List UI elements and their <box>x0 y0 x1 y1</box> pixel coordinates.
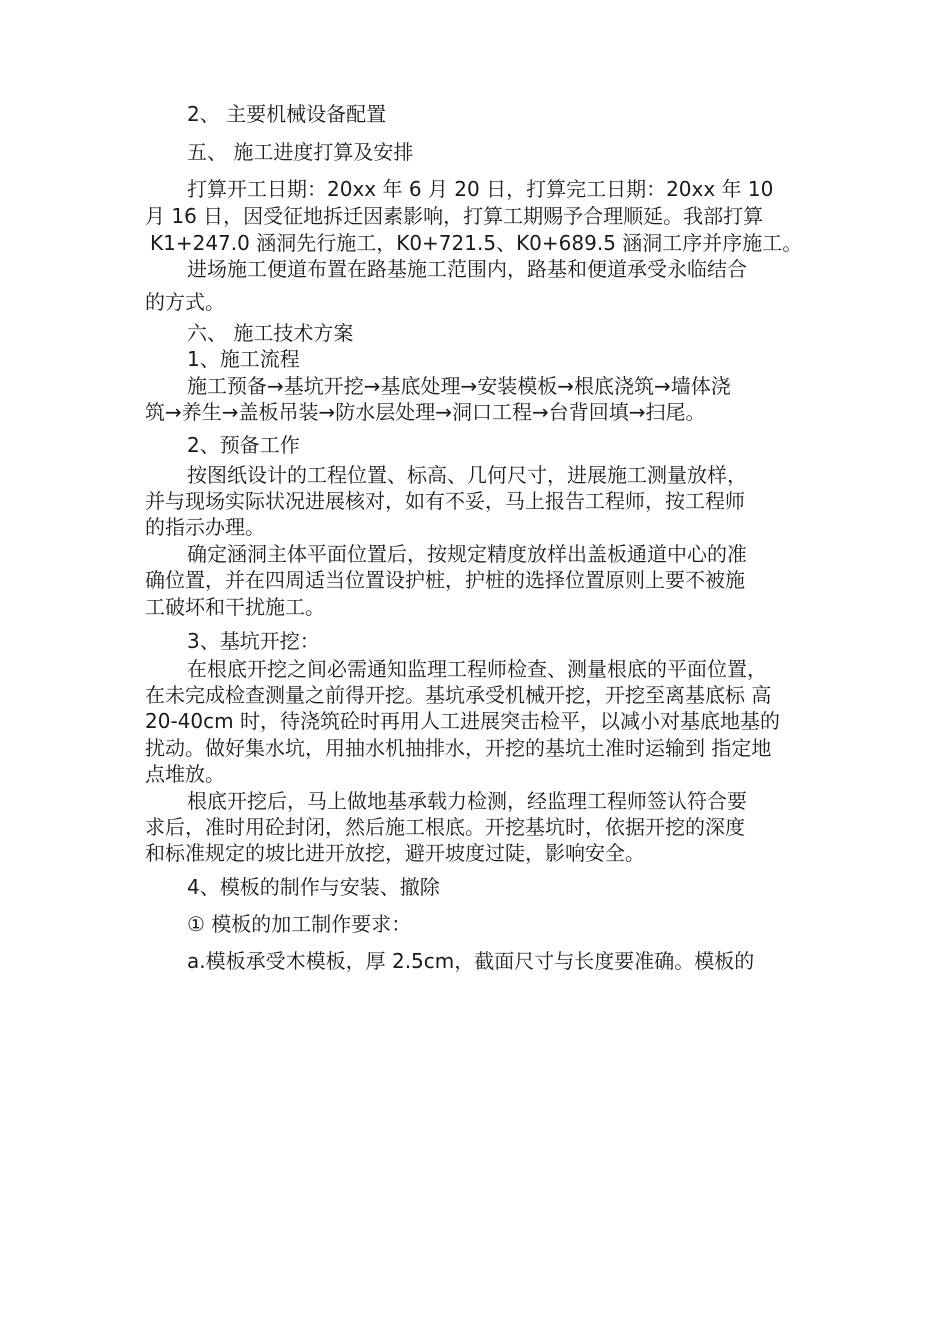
paragraph-line: K1+247.0 涵洞先行施工，K0+721.5、K0+689.5 涵洞工序并序施工。 <box>150 231 803 255</box>
heading-schedule: 五、 施工进度打算及安排 <box>187 140 414 164</box>
heading-machinery: 2、 主要机械设备配置 <box>187 102 387 126</box>
paragraph-line: 筑→养生→盖板吊装→防水层处理→洞口工程→台背回填→扫尾。 <box>145 400 706 424</box>
paragraph-line: 并与现场实际状况进展核对，如有不妥，马上报告工程师，按工程师 <box>145 489 745 513</box>
paragraph-line: 根底开挖后，马上做地基承载力检测，经监理工程师签认符合要 <box>187 789 747 813</box>
paragraph-line: 打算开工日期：20xx 年 6 月 20 日，打算完工日期：20xx 年 10 <box>187 177 774 201</box>
heading-formwork: 4、模板的制作与安装、撤除 <box>187 875 440 899</box>
paragraph-line: 求后，准时用砼封闭，然后施工根底。开挖基坑时，依据开挖的深度 <box>145 815 745 839</box>
paragraph-line: 扰动。做好集水坑，用抽水机抽排水，开挖的基坑土准时运输到 指定地 <box>145 736 772 760</box>
paragraph-line: 20-40cm 时，待浇筑砼时再用人工进展突击检平，以减小对基底地基的 <box>145 709 780 733</box>
paragraph-line: 在未完成检查测量之前得开挖。基坑承受机械开挖，开挖至离基底标 高 <box>145 683 772 707</box>
paragraph-line: 在根底开挖之间必需通知监理工程师检查、测量根底的平面位置， <box>187 657 767 681</box>
paragraph-line: 确定涵洞主体平面位置后，按规定精度放样出盖板通道中心的准 <box>187 542 747 566</box>
paragraph-line: 进场施工便道布置在路基施工范围内，路基和便道承受永临结合 <box>187 257 747 281</box>
heading-process: 1、施工流程 <box>187 347 300 371</box>
heading-excavation: 3、基坑开挖： <box>187 629 320 653</box>
paragraph-line: 确位置，并在四周适当位置设护桩，护桩的选择位置原则上要不被施 <box>145 568 745 592</box>
paragraph-line: 的指示办理。 <box>145 515 265 539</box>
paragraph-line: 点堆放。 <box>145 762 225 786</box>
paragraph-line: a.模板承受木模板，厚 2.5cm，截面尺寸与长度要准确。模板的 <box>187 949 755 973</box>
paragraph-line: 和标准规定的坡比进开放挖，避开坡度过陡，影响安全。 <box>145 841 645 865</box>
heading-tech-plan: 六、 施工技术方案 <box>187 321 354 345</box>
subheading-formwork-requirements: ① 模板的加工制作要求： <box>187 912 412 936</box>
paragraph-line: 施工预备→基坑开挖→基底处理→安装模板→根底浇筑→墙体浇 <box>187 374 731 398</box>
paragraph-line: 的方式。 <box>145 290 225 314</box>
heading-prep: 2、预备工作 <box>187 433 300 457</box>
paragraph-line: 月 16 日，因受征地拆迁因素影响，打算工期赐予合理顺延。我部打算 <box>145 204 764 228</box>
paragraph-line: 按图纸设计的工程位置、标高、几何尺寸，进展施工测量放样， <box>187 463 747 487</box>
paragraph-line: 工破坏和干扰施工。 <box>145 595 325 619</box>
